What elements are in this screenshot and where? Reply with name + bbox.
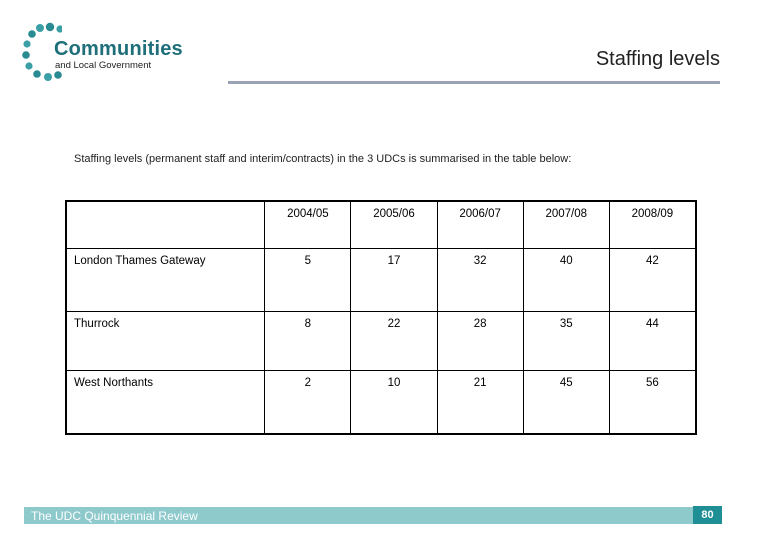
communities-logo	[22, 20, 212, 84]
table-cell: 45	[523, 371, 609, 435]
row-label: London Thames Gateway	[66, 249, 265, 312]
table-cell: 40	[523, 249, 609, 312]
row-label: West Northants	[66, 371, 265, 435]
slide-title: Staffing levels	[595, 48, 720, 70]
table-cell: 42	[609, 249, 696, 312]
table-cell: 22	[351, 312, 437, 371]
header-corner-cell	[66, 201, 265, 249]
page-number: 80	[693, 506, 722, 524]
column-header: 2007/08	[523, 201, 609, 249]
table-cell: 35	[523, 312, 609, 371]
table-cell: 5	[265, 249, 351, 312]
column-header: 2006/07	[437, 201, 523, 249]
table-cell: 44	[609, 312, 696, 371]
table-cell: 21	[437, 371, 523, 435]
logo-title: Communities	[54, 38, 183, 60]
column-header: 2008/09	[609, 201, 696, 249]
row-label: Thurrock	[66, 312, 265, 371]
table-cell: 56	[609, 371, 696, 435]
title-divider	[228, 81, 720, 84]
column-header: 2004/05	[265, 201, 351, 249]
table-cell: 10	[351, 371, 437, 435]
table-row	[66, 371, 696, 435]
footer-bar	[24, 507, 694, 524]
table-header-row	[66, 201, 696, 249]
table-row	[66, 312, 696, 371]
table-cell: 28	[437, 312, 523, 371]
table-cell: 8	[265, 312, 351, 371]
logo-subtitle: and Local Government	[55, 60, 152, 71]
footer-text: The UDC Quinquennial Review	[31, 509, 198, 523]
table-cell: 17	[351, 249, 437, 312]
table-row	[66, 249, 696, 312]
staffing-table	[65, 200, 697, 435]
column-header: 2005/06	[351, 201, 437, 249]
table-cell: 32	[437, 249, 523, 312]
table-cell: 2	[265, 371, 351, 435]
intro-text: Staffing levels (permanent staff and interim/contracts) in the 3 UDCs is summarised in the table below:	[74, 153, 572, 165]
